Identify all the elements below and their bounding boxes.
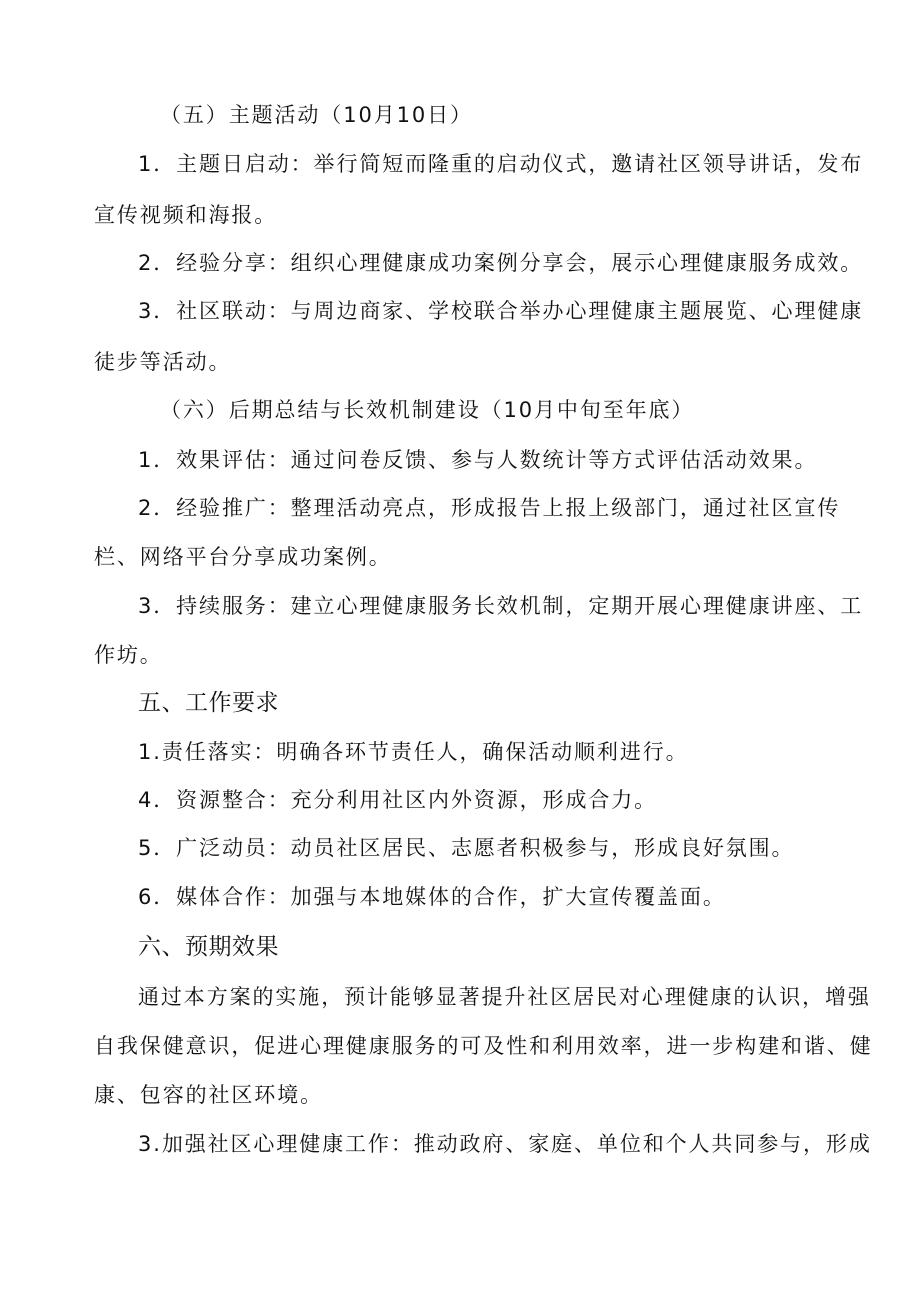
paragraph-line: 作坊。	[94, 643, 163, 667]
paragraph-line: 1．效果评估：通过问卷反馈、参与人数统计等方式评估活动效果。	[138, 448, 818, 472]
paragraph-line: 栏、网络平台分享成功案例。	[94, 545, 392, 569]
paragraph-line: 徒步等活动。	[94, 350, 232, 374]
section-6-subtitle: （六）后期总结与长效机制建设（10月中旬至年底）	[160, 398, 695, 422]
paragraph-line: 1．主题日启动：举行简短而隆重的启动仪式，邀请社区领导讲话，发布	[138, 152, 864, 176]
paragraph-line: 自我保健意识，促进心理健康服务的可及性和利用效率，进一步构建和谐、健	[94, 1034, 873, 1058]
paragraph-line: 3.加强社区心理健康工作：推动政府、家庭、单位和个人共同参与，形成	[138, 1132, 872, 1156]
paragraph-line: 宣传视频和海报。	[94, 203, 278, 227]
paragraph-line: 3．持续服务：建立心理健康服务长效机制，定期开展心理健康讲座、工	[138, 594, 864, 618]
paragraph-line: 2．经验推广：整理活动亮点，形成报告上报上级部门，通过社区宣传	[138, 496, 841, 520]
paragraph-line: 3．社区联动：与周边商家、学校联合举办心理健康主题展览、心理健康	[138, 299, 864, 323]
heading-work-requirements: 五、工作要求	[138, 690, 279, 716]
section-5-subtitle: （五）主题活动（10月10日）	[160, 103, 473, 127]
heading-expected-results: 六、预期效果	[138, 934, 279, 960]
paragraph-line: 康、包容的社区环境。	[94, 1083, 323, 1107]
paragraph-line: 通过本方案的实施，预计能够显著提升社区居民对心理健康的认识，增强	[138, 985, 871, 1009]
paragraph-line: 4．资源整合：充分利用社区内外资源，形成合力。	[138, 788, 658, 812]
paragraph-line: 2．经验分享：组织心理健康成功案例分享会，展示心理健康服务成效。	[138, 251, 864, 275]
paragraph-line: 5．广泛动员：动员社区居民、志愿者积极参与，形成良好氛围。	[138, 836, 795, 860]
paragraph-line: 1.责任落实：明确各环节责任人，确保活动顺利进行。	[138, 740, 689, 764]
paragraph-line: 6．媒体合作：加强与本地媒体的合作，扩大宣传覆盖面。	[138, 885, 726, 909]
